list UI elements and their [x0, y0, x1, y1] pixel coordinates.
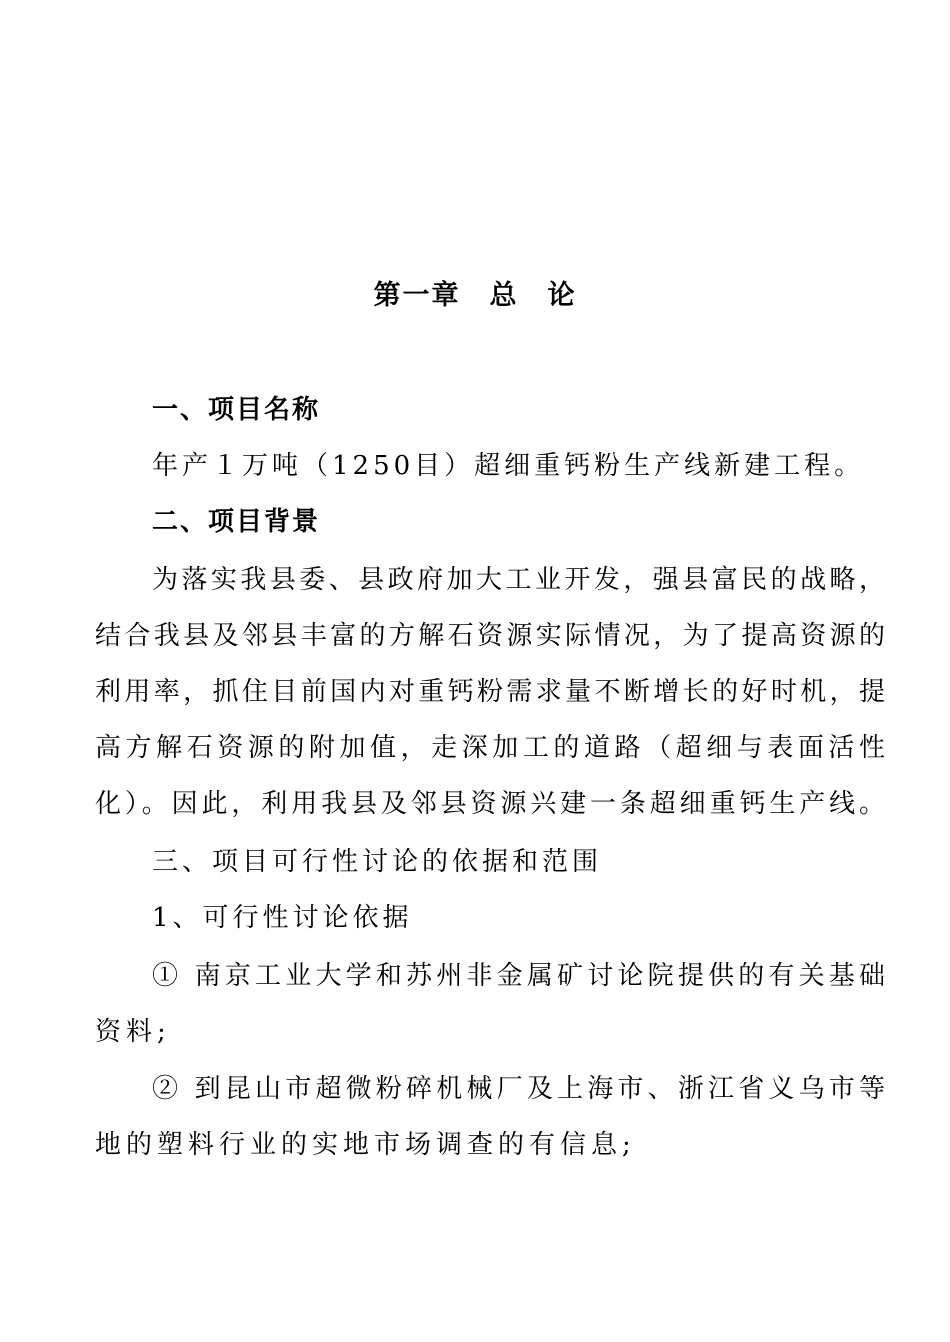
- paragraph-line: 化）。因此，利用我县及邻县资源兴建一条超细重钙生产线。: [95, 789, 885, 819]
- paragraph-line: 资料;: [95, 1017, 171, 1047]
- section-1-heading: 一、项目名称: [152, 395, 321, 425]
- basis-item-2: [95, 1061, 885, 1173]
- background-paragraph: [95, 552, 885, 832]
- section-3-heading: 三、项目可行性讨论的依据和范围: [152, 847, 603, 877]
- paragraph-line: ① 南京工业大学和苏州非金属矿讨论院提供的有关基础: [152, 961, 885, 991]
- section-3-subheading: 1、可行性讨论依据: [152, 903, 413, 933]
- paragraph-line: 利用率，抓住目前国内对重钙粉需求量不断增长的好时机，提: [95, 677, 885, 707]
- chapter-title: 第一章 总 论: [373, 280, 577, 311]
- paragraph-line: 地的塑料行业的实地市场调查的有信息;: [95, 1130, 636, 1160]
- paragraph-line: 为落实我县委、县政府加大工业开发，强县富民的战略，: [152, 565, 885, 595]
- project-name-text: 年产１万吨（1250目）超细重钙粉生产线新建工程。: [152, 451, 865, 481]
- section-2-heading: 二、项目背景: [152, 507, 321, 537]
- paragraph-line: 结合我县及邻县丰富的方解石资源实际情况，为了提高资源的: [95, 621, 885, 651]
- paragraph-line: ② 到昆山市超微粉碎机械厂及上海市、浙江省义乌市等: [152, 1074, 885, 1104]
- paragraph-line: 高方解石资源的附加值，走深加工的道路（超细与表面活性: [95, 733, 885, 763]
- basis-item-1: [95, 948, 885, 1060]
